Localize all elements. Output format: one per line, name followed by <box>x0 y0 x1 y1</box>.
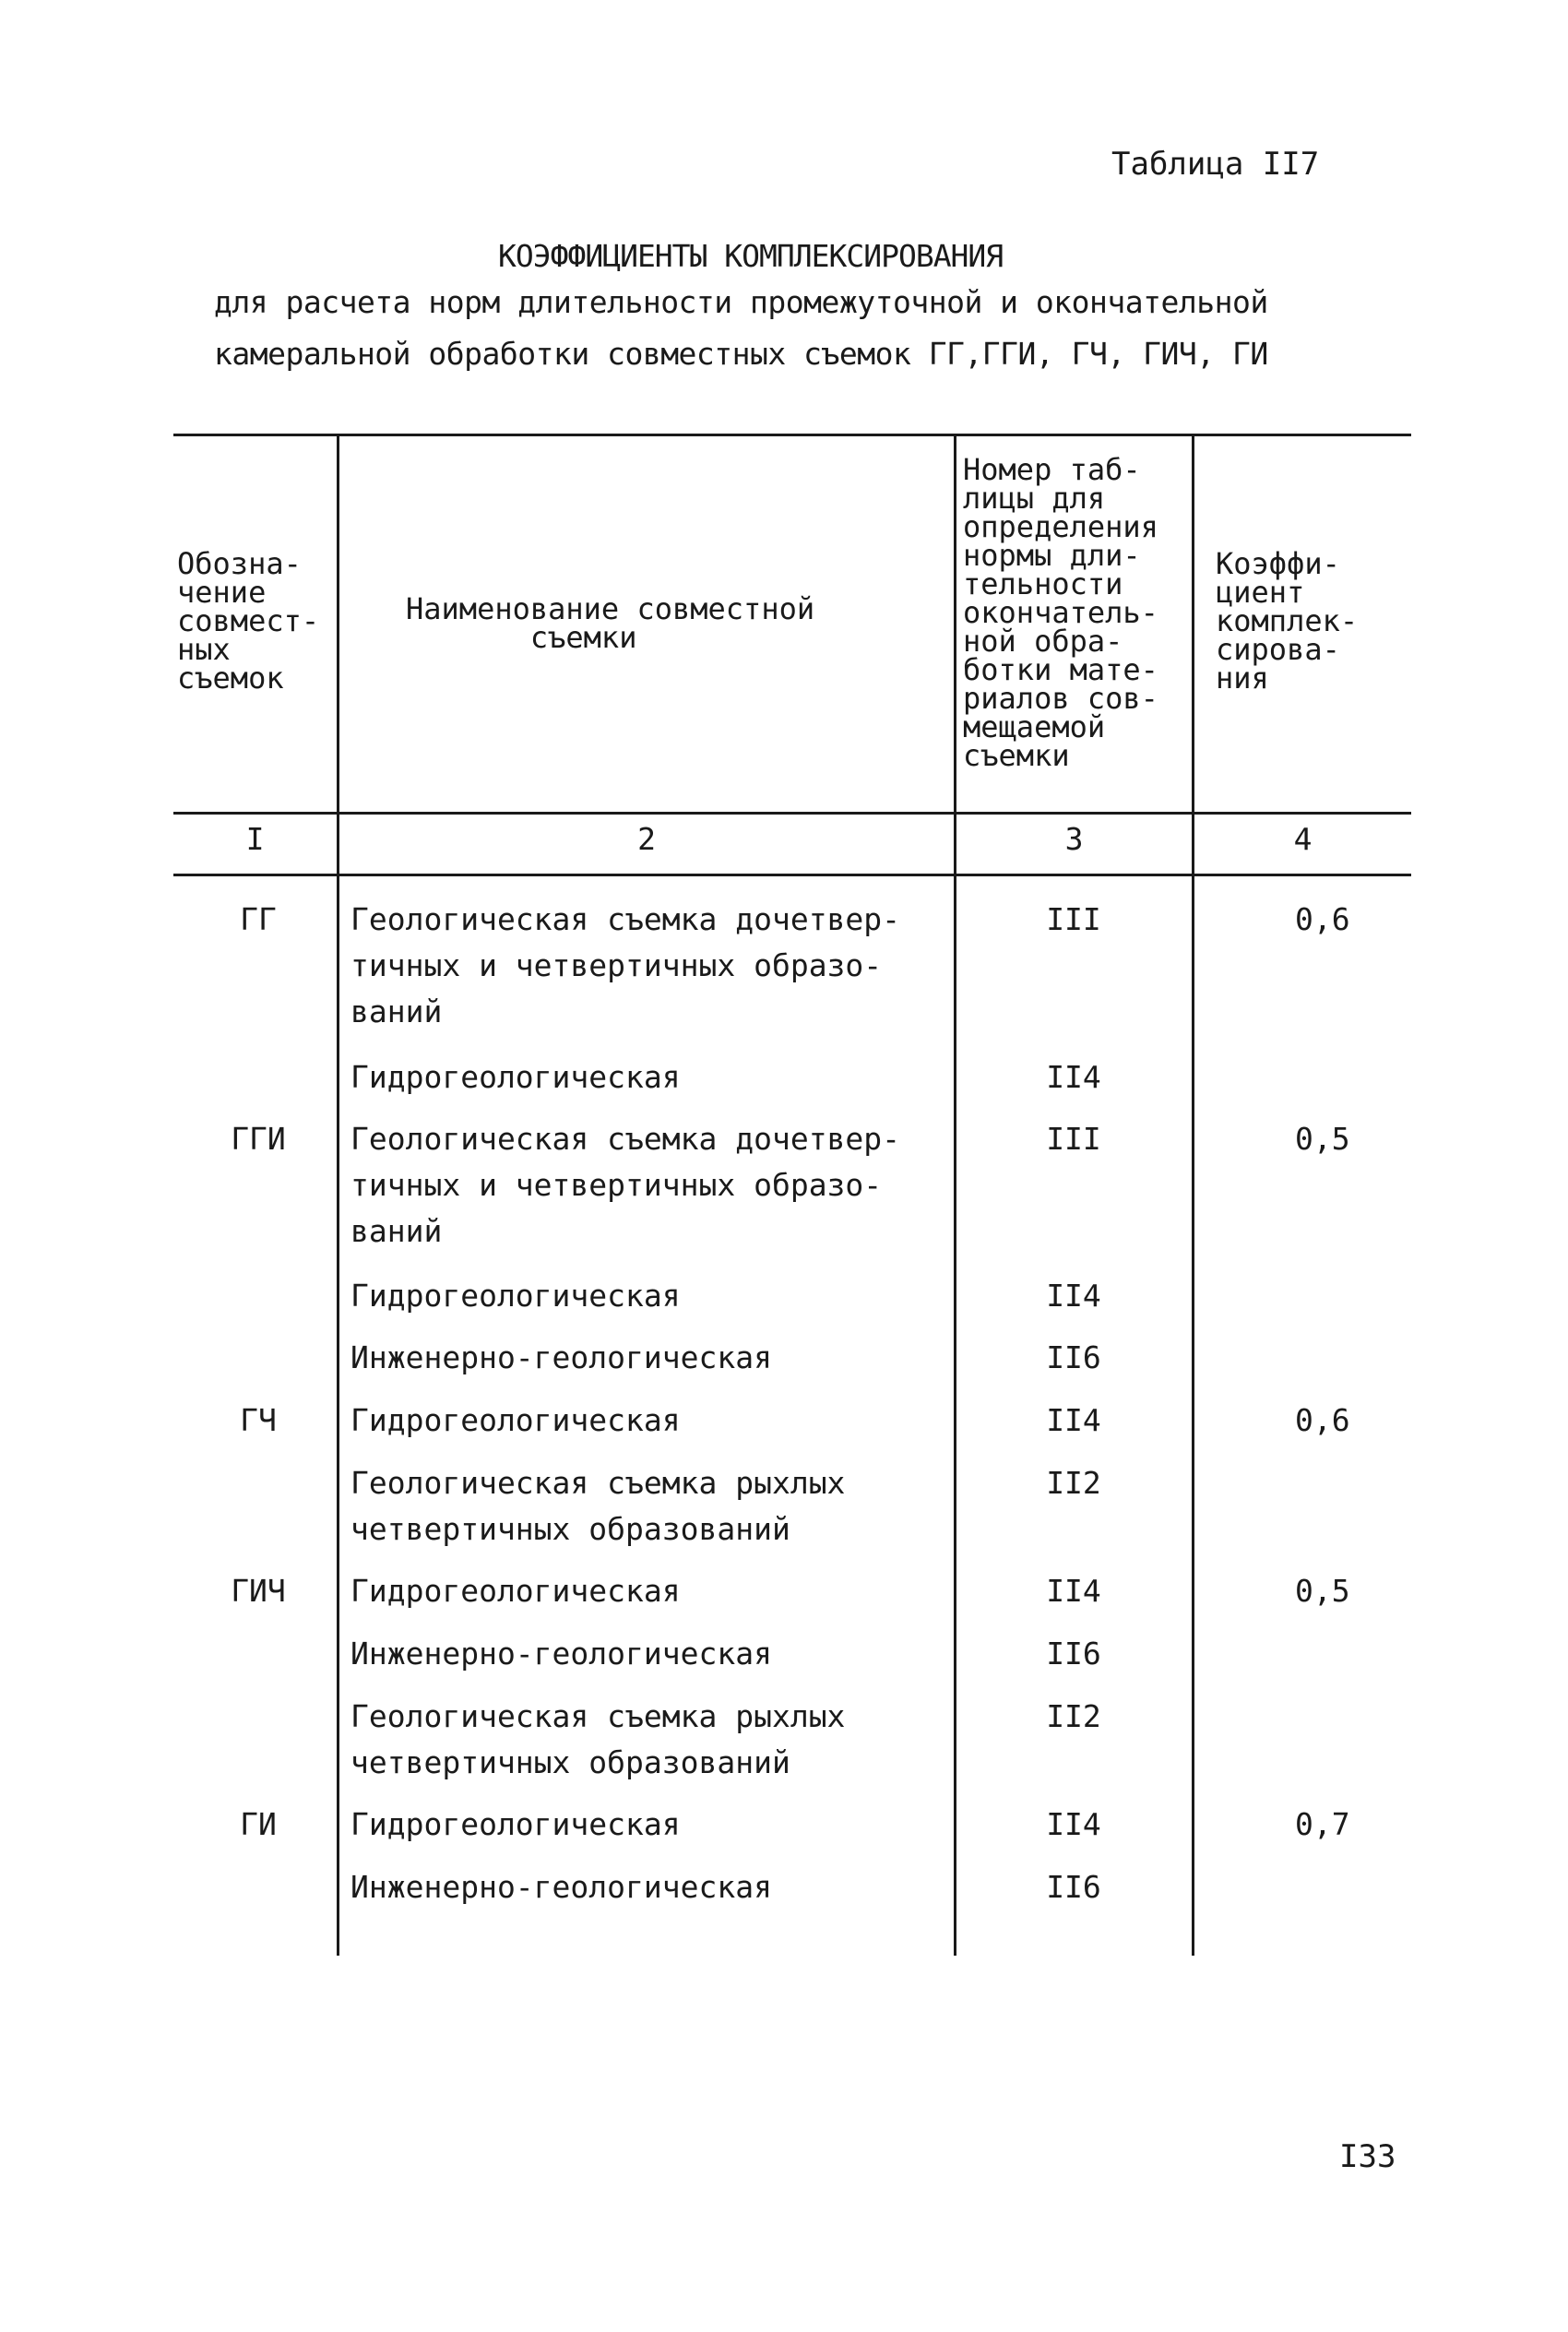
row-table-number: III <box>1046 1121 1101 1157</box>
row-table-number: II6 <box>1046 1636 1101 1672</box>
row-name: Инженерно-геологическая <box>350 1869 772 1905</box>
column-number-4: 4 <box>1293 821 1313 857</box>
subtitle-line-2: камеральной обработки совместных съемок ГГ,ГГИ, ГЧ, ГИЧ, ГИ <box>214 336 1268 372</box>
row-name: Гидрогеологическая <box>350 1573 681 1609</box>
row-coefficient: 0,5 <box>1295 1573 1350 1609</box>
column-divider-3 <box>1192 435 1194 1956</box>
row-table-number: II4 <box>1046 1573 1101 1609</box>
row-name: Инженерно-геологическая <box>350 1636 772 1672</box>
row-code: ГИЧ <box>231 1573 286 1609</box>
row-coefficient: 0,6 <box>1295 1402 1350 1438</box>
table-label: Таблица II7 <box>1111 146 1320 183</box>
column-number-3: 3 <box>1064 821 1084 857</box>
column-number-1: I <box>245 821 265 857</box>
row-code: ГИ <box>240 1806 277 1842</box>
table-top-rule <box>173 434 1411 436</box>
row-code: ГГ <box>240 901 277 937</box>
column-divider-1 <box>337 435 339 1956</box>
row-table-number: II2 <box>1046 1465 1101 1501</box>
row-table-number: II4 <box>1046 1278 1101 1314</box>
row-table-number: II4 <box>1046 1806 1101 1842</box>
header-name: Наименование совместной съемки <box>406 591 815 655</box>
row-table-number: II4 <box>1046 1059 1101 1095</box>
row-coefficient: 0,7 <box>1295 1806 1350 1842</box>
row-name: Геологическая съемка рыхлых четвертичных образований <box>350 1465 846 1547</box>
row-table-number: III <box>1046 901 1101 937</box>
row-table-number: II6 <box>1046 1869 1101 1905</box>
row-name: Геологическая съемка дочетвер- тичных и четвертичных образо- ваний <box>350 1121 901 1249</box>
row-code: ГЧ <box>240 1402 277 1438</box>
row-name: Геологическая съемка дочетвер- тичных и четвертичных образо- ваний <box>350 901 901 1029</box>
row-table-number: II6 <box>1046 1339 1101 1375</box>
row-table-number: II2 <box>1046 1698 1101 1734</box>
row-code: ГГИ <box>231 1121 286 1157</box>
row-name: Гидрогеологическая <box>350 1806 681 1842</box>
row-name: Геологическая съемка рыхлых четвертичных образований <box>350 1698 846 1780</box>
header-table-number: Номер таб- лицы для определения нормы дли- тельности окончатель- ной обра- ботки мате- риалов сов- мещаемой съемки <box>963 452 1158 773</box>
page-number: I33 <box>1339 2138 1396 2175</box>
row-name: Инженерно-геологическая <box>350 1339 772 1375</box>
row-name: Гидрогеологическая <box>350 1402 681 1438</box>
header-bottom-rule <box>173 812 1411 815</box>
row-name: Гидрогеологическая <box>350 1059 681 1095</box>
table-subtitle <box>214 277 1268 380</box>
row-coefficient: 0,6 <box>1295 901 1350 937</box>
header-coefficient: Коэффи- циент комплек- сирова- ния <box>1216 546 1359 696</box>
column-number-rule <box>173 874 1411 876</box>
table-title: КОЭФФИЦИЕНТЫ КОМПЛЕКСИРОВАНИЯ <box>498 238 1004 274</box>
row-name: Гидрогеологическая <box>350 1278 681 1314</box>
header-code: Обозна- чение совмест- ных съемок <box>177 546 320 696</box>
subtitle-line-1: для расчета норм длительности промежуточной и окончательной <box>214 284 1268 320</box>
row-coefficient: 0,5 <box>1295 1121 1350 1157</box>
row-table-number: II4 <box>1046 1402 1101 1438</box>
column-number-2: 2 <box>637 821 656 857</box>
